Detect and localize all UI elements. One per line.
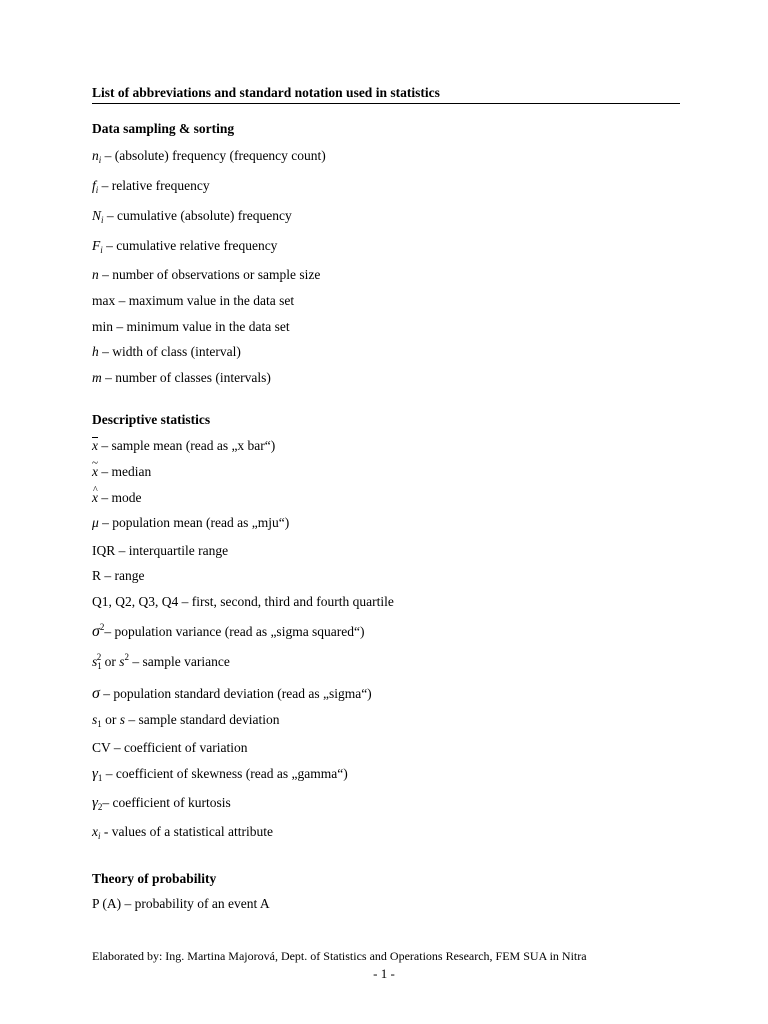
entry-population-sd <box>92 685 372 703</box>
conjunction: or <box>101 654 120 669</box>
subscript: i <box>101 215 104 225</box>
symbol: h <box>92 344 99 359</box>
section-heading-sampling: Data sampling & sorting <box>92 121 235 136</box>
definition: – coefficient of skewness (read as „gamma“) <box>102 766 348 781</box>
definition: – population variance (read as „sigma squared“) <box>104 624 365 639</box>
definition: – range <box>101 568 145 583</box>
entry-probability <box>92 896 270 912</box>
subscript: 2 <box>97 802 103 812</box>
symbol: min <box>92 319 114 334</box>
definition: – first, second, third and fourth quartile <box>178 594 394 609</box>
definition: – minimum value in the data set <box>113 319 290 334</box>
symbol-alt: s <box>119 654 125 669</box>
definition: – maximum value in the data set <box>115 293 295 308</box>
symbol: m <box>92 370 102 385</box>
entry-population-mean <box>92 515 289 531</box>
definition: – (absolute) frequency (frequency count) <box>101 148 326 163</box>
subscript: 1 <box>97 661 102 671</box>
definition: – sample standard deviation <box>125 712 280 727</box>
symbol: f <box>92 178 96 193</box>
symbol: n <box>92 267 99 282</box>
symbol: IQR <box>92 543 116 558</box>
symbol: x <box>92 824 98 839</box>
symbol: max <box>92 293 116 308</box>
symbol: σ <box>92 623 100 640</box>
entry-sample-mean <box>92 438 275 454</box>
symbol: N <box>92 208 102 223</box>
document-title: List of abbreviations and standard notation used in statistics <box>92 85 680 104</box>
subscript: 1 <box>97 773 103 783</box>
entry-skewness <box>92 766 348 783</box>
entry-quartiles <box>92 594 394 610</box>
subscript: i <box>98 155 102 165</box>
symbol: P (A) <box>92 896 122 911</box>
definition: – width of class (interval) <box>98 344 241 359</box>
subscript: i <box>100 245 103 255</box>
entry-cv <box>92 740 247 756</box>
entry-Ni <box>92 208 292 224</box>
section-heading-descriptive: Descriptive statistics <box>92 412 211 427</box>
definition: – mode <box>98 490 142 505</box>
conjunction: or <box>101 712 120 727</box>
symbol: $\overline{x}$ <box>92 438 98 453</box>
symbol: ^ x <box>92 490 98 506</box>
definition: – number of classes (intervals) <box>101 370 271 385</box>
entry-ni <box>92 148 326 164</box>
superscript: 2 <box>99 622 105 632</box>
symbol: ~ x <box>92 464 98 480</box>
entry-sample-variance <box>92 654 230 670</box>
entry-range <box>92 568 145 584</box>
symbol: Q1, Q2, Q3, Q4 <box>92 594 179 609</box>
footer-credit: Elaborated by: Ing. Martina Majorová, Dept. of Statistics and Operations Research, FEM SUA in Nitra <box>92 949 587 963</box>
symbol: σ <box>92 685 100 702</box>
entry-population-variance <box>92 623 365 641</box>
definition: – cumulative (absolute) frequency <box>103 208 292 223</box>
symbol: γ <box>92 766 98 782</box>
definition: – relative frequency <box>98 178 210 193</box>
definition: – interquartile range <box>115 543 229 558</box>
entry-h <box>92 344 241 360</box>
entry-iqr <box>92 543 228 559</box>
definition: – coefficient of variation <box>110 740 248 755</box>
symbol: CV <box>92 740 111 755</box>
entry-min <box>92 319 290 335</box>
definition: – probability of an event A <box>121 896 270 911</box>
definition: – sample variance <box>129 654 230 669</box>
definition: – population mean (read as „mju“) <box>98 515 290 530</box>
superscript: 2 <box>96 652 102 662</box>
symbol: F <box>92 238 101 253</box>
entry-median <box>92 464 151 480</box>
symbol: R <box>92 568 102 583</box>
entry-m <box>92 370 271 386</box>
symbol: n <box>92 148 99 163</box>
definition: – population standard deviation (read as „sigma“) <box>99 686 372 701</box>
symbol: s <box>92 712 98 727</box>
entry-Fi <box>92 238 277 254</box>
symbol: μ <box>92 515 99 530</box>
entry-fi <box>92 178 210 194</box>
symbol: γ <box>92 795 98 811</box>
entry-kurtosis <box>92 795 231 812</box>
page-number: - 1 - <box>373 966 395 981</box>
definition: - values of a statistical attribute <box>100 824 273 839</box>
symbol-alt: s <box>119 712 126 727</box>
definition: – cumulative relative frequency <box>102 238 278 253</box>
entry-max <box>92 293 294 309</box>
definition: – median <box>98 464 152 479</box>
definition: – coefficient of kurtosis <box>102 795 231 810</box>
subscript: 1 <box>97 719 102 729</box>
definition: – sample mean (read as „x bar“) <box>98 438 276 453</box>
entry-sample-sd <box>92 712 280 728</box>
entry-mode <box>92 490 142 506</box>
definition: – number of observations or sample size <box>98 267 321 282</box>
entry-n <box>92 267 320 283</box>
symbol: s <box>92 654 98 669</box>
section-heading-probability: Theory of probability <box>92 871 217 886</box>
subscript: i <box>98 831 101 841</box>
subscript: i <box>95 185 99 195</box>
superscript-alt: 2 <box>124 652 130 662</box>
entry-xi <box>92 824 273 840</box>
